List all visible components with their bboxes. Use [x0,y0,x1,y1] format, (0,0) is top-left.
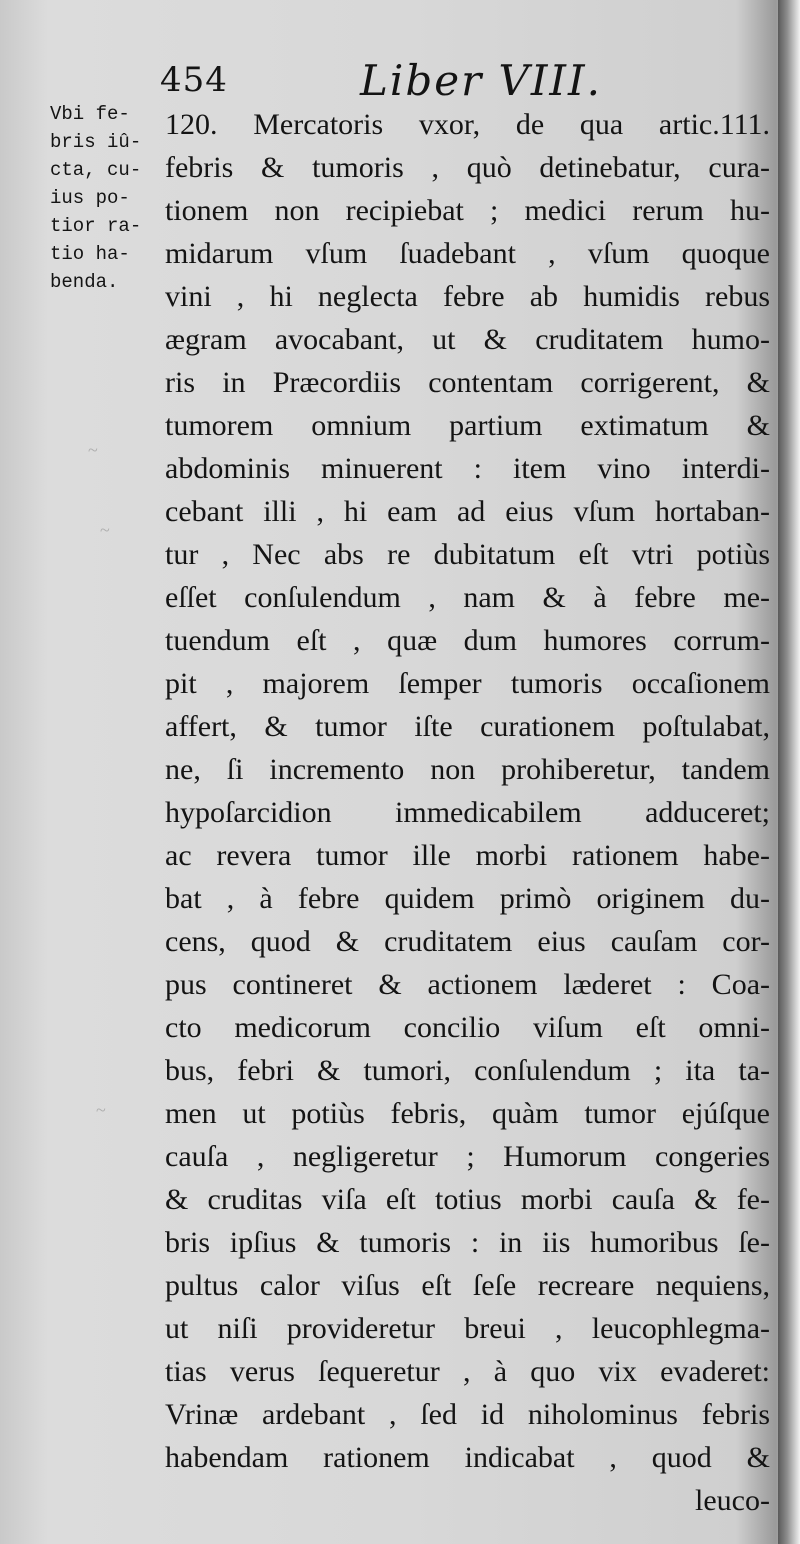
text-line: cto medicorum concilio viſum eſt omni- [165,1011,770,1044]
text-line: bus, febri & tumori, conſulendum ; ita ta- [165,1054,770,1087]
margin-note-line: bris iû- [50,131,142,153]
text-line: pultus calor viſus eſt ſeſe recreare nequiens, [165,1269,770,1302]
text-line: cauſa , negligeretur ; Humorum congeries [165,1140,770,1173]
margin-note-line: Vbi fe- [50,103,130,125]
text-line: tumorem omnium partium extimatum & [165,409,770,442]
text-line: tias verus ſequeretur , à quo vix evaderet: [165,1355,770,1388]
text-line: bat , à febre quidem primò originem du- [165,882,770,915]
bleed-through-mark: ~ [100,520,110,540]
text-line: febris & tumoris , quò detinebatur, cura- [165,151,770,184]
text-line: hypoſarcidion immedicabilem adduceret; [165,796,770,829]
text-line: ægram avocabant, ut & cruditatem humo- [165,323,770,356]
page-binding-edge [778,0,800,1544]
bleed-through-mark: ~ [96,1100,106,1120]
text-line: ne, ſi incremento non prohiberetur, tandem [165,753,770,786]
text-line: bris ipſius & tumoris : in iis humoribus ſe- [165,1226,770,1259]
text-line: Vrinæ ardebant , ſed id niholominus febris [165,1398,770,1431]
text-line: midarum vſum ſuadebant , vſum quoque [165,237,770,270]
text-line: men ut potiùs febris, quàm tumor ejúſque [165,1097,770,1130]
text-line: pit , majorem ſemper tumoris occaſionem [165,667,770,700]
text-line: cens, quod & cruditatem eius cauſam cor- [165,925,770,958]
page-number: 454 [160,60,228,100]
text-line: vini , hi neglecta febre ab humidis rebus [165,280,770,313]
text-line: ris in Præcordiis contentam corrigerent, & [165,366,770,399]
text-line: affert, & tumor iſte curationem poſtulabat, [165,710,770,743]
margin-note-line: tio ha- [50,243,130,265]
margin-note-line: benda. [50,271,119,293]
text-line: eſſet conſulendum , nam & à febre me- [165,581,770,614]
margin-note-line: ius po- [50,187,130,209]
text-line: tionem non recipiebat ; medici rerum hu- [165,194,770,227]
margin-note [50,100,160,296]
text-line: 120. Mercatoris vxor, de qua artic.111. [165,108,770,141]
text-line: ut niſi provideretur breui , leucophlegma- [165,1312,770,1345]
text-line: ac revera tumor ille morbi rationem habe- [165,839,770,872]
text-line: pus contineret & actionem læderet : Coa- [165,968,770,1001]
margin-note-line: tior ra- [50,215,142,237]
text-line: tuendum eſt , quæ dum humores corrum- [165,624,770,657]
running-head: Liber VIII. [360,56,602,105]
text-line: & cruditas viſa eſt totius morbi cauſa & fe- [165,1183,770,1216]
text-line: habendam rationem indicabat , quod & [165,1441,770,1474]
text-line: abdominis minuerent : item vino interdi- [165,452,770,485]
body-text [165,103,770,1522]
catchword: leuco- [695,1484,770,1517]
text-line: tur , Nec abs re dubitatum eſt vtri potiùs [165,538,770,571]
bleed-through-mark: ~ [88,440,98,460]
margin-note-line: cta, cu- [50,159,142,181]
text-line: cebant illi , hi eam ad eius vſum hortaban- [165,495,770,528]
